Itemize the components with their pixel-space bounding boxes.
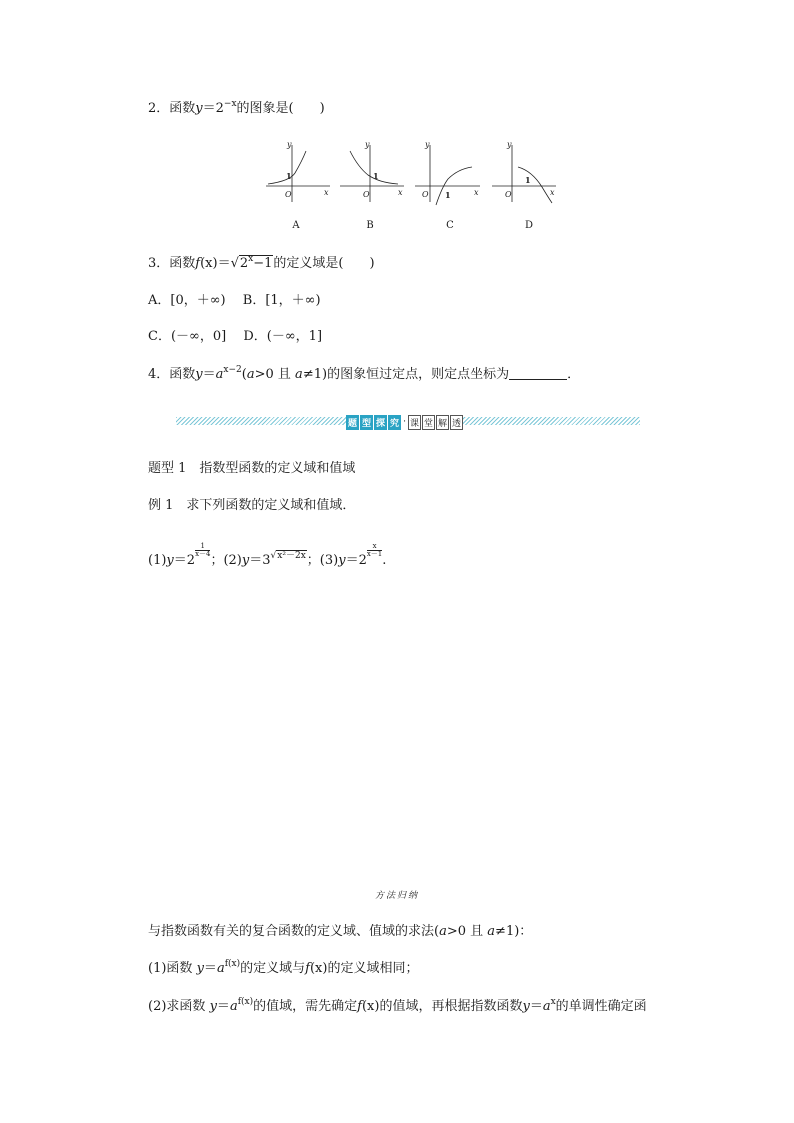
answer-graphs <box>262 137 562 237</box>
section-banner <box>176 414 640 430</box>
graph-c-o: O <box>422 190 429 199</box>
graph-b-o: O <box>363 190 370 199</box>
eq3-exponent: $\frac{x}{x-1}$ <box>366 542 383 558</box>
graph-c-y: y <box>425 140 430 149</box>
graph-label-c: C <box>446 220 454 231</box>
banner-tags: 题 型 探 究 · 课 堂 解 透 <box>346 414 463 430</box>
option-b: B．[1，＋∞) <box>242 293 321 308</box>
graph-label-b: B <box>366 220 374 231</box>
graph-a-one: 1 <box>286 171 292 181</box>
question-4: 4．函数$y=a^{x-2}(a>0$ 且 a≠1)的图象恒过定点，则定点坐标为 ． <box>148 365 581 382</box>
example-1: 例 1 求下列函数的定义域和值域． <box>148 498 356 513</box>
graph-d-x: x <box>550 188 555 197</box>
method-line-1: 与指数函数有关的复合函数的定义域、值域的求法(a>0 且 a≠1)： <box>148 924 533 939</box>
q3-radicand: $2^x-1$ <box>239 254 273 271</box>
question-3: 3．函数$f(x)=√2^x-1$的定义域是( ) <box>148 254 375 271</box>
option-a: A．[0，＋∞) <box>148 293 226 308</box>
graph-d-o: O <box>505 190 512 199</box>
example-equations: (1)y＝2 $\frac{1}{x-4}$ ；$(2)y=3^{√x^2-2x}$；(3)y＝2 $\frac{x}{x-1}$ . <box>148 542 387 568</box>
graph-d-y: y <box>507 140 512 149</box>
q3-options-cd <box>148 328 322 346</box>
option-c: C．(－∞，0] <box>148 329 227 344</box>
graph-b-x: x <box>398 188 403 197</box>
method-title: 方法归纳 <box>374 891 419 901</box>
q2-lead: 2．函数 <box>148 101 196 116</box>
answer-blank[interactable] <box>509 367 567 380</box>
option-d: D．(－∞，1] <box>243 329 323 344</box>
q3-options-ab <box>148 292 321 310</box>
question-2 <box>148 100 325 118</box>
method-line-3: (2)求函数 $y=a^{f(x)}$的值域，需先确定f(x)的值域，再根据指数函数$y=a^x$的单调性确定函 <box>148 997 647 1014</box>
graph-c-x: x <box>474 188 479 197</box>
graph-a-x: x <box>324 188 329 197</box>
graph-d-one: 1 <box>525 175 531 185</box>
q2-eq: ＝2 <box>202 101 224 116</box>
q2-exp: −x <box>223 99 237 109</box>
method-line-2: (1)函数 $y=a^{f(x)}$的定义域与f(x)的定义域相同； <box>148 959 419 976</box>
graph-a-o: O <box>285 190 292 199</box>
q2-var: y <box>195 101 203 116</box>
type-1-heading: 题型 1 指数型函数的定义域和值域 <box>148 461 356 476</box>
graph-label-a: A <box>292 220 300 231</box>
q2-tail: 的图象是( ) <box>236 101 325 116</box>
graph-a-y: y <box>287 140 292 149</box>
graph-label-d: D <box>524 220 534 231</box>
graph-b-y: y <box>365 140 370 149</box>
graph-c-one: 1 <box>445 190 451 200</box>
graph-b-one: 1 <box>373 171 379 181</box>
eq1-exponent: $\frac{1}{x-4}$ <box>195 542 211 558</box>
eq2-exponent: √x²－2x <box>270 551 306 561</box>
